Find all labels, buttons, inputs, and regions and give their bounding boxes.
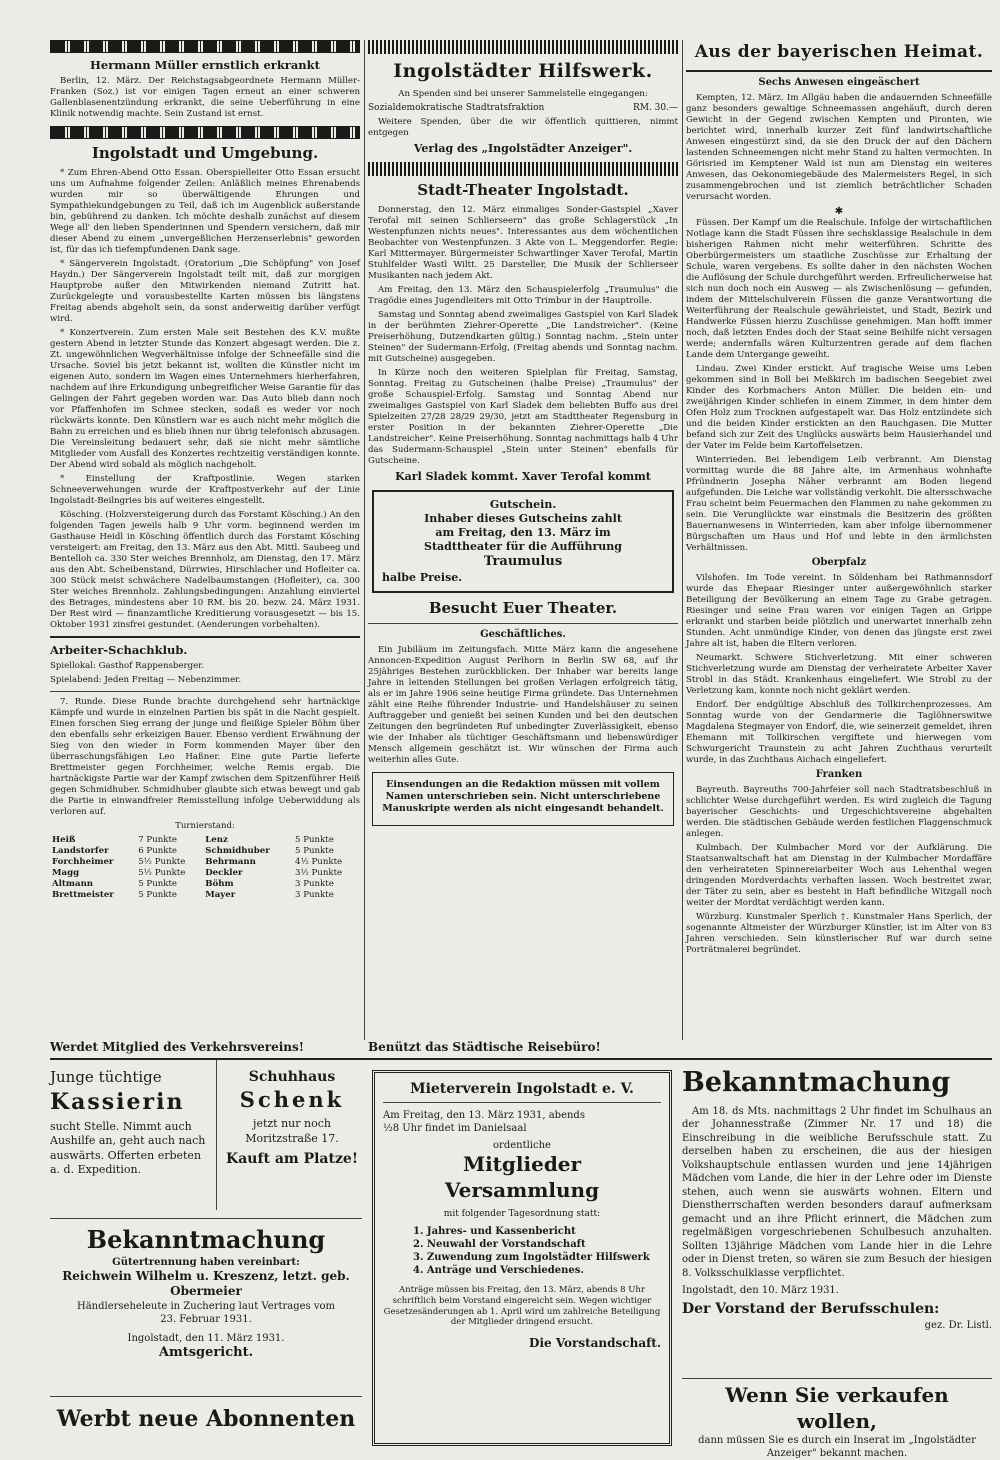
article-text: Würzburg. Kunstmaler Sperlich †. Kunstmaler Hans Sperlich, der sogenannte Altmeister der Würzburger Künstler, ist im Alter von 83 Jahren verschieden. Sein künstlerischer Ruf war durch seine Porträtmalerei begründet.: [686, 911, 992, 955]
ad-line: ½8 Uhr findet im Danielsaal: [383, 1122, 527, 1134]
divider: [50, 636, 360, 638]
ad-line: 23. Februar 1931.: [160, 1313, 252, 1325]
article-text: Bayreuth. Bayreuths 700-Jahrfeier soll nach Stadtratsbeschluß in schlichter Weise durchgeführt werden. Es wird zugleich die Tagung bayerischer Geschichts- und Urgeschichtsvereine abgehalten werden. Die städtischen Gebäude werden festlichen Flaggenschmuck anlegen.: [686, 784, 992, 839]
article-text: Kempten, 12. März. Im Allgäu haben die andauernden Schneefälle ganz besonders gewaltige Schneemassen angehäuft, durch deren Gewicht in der Gegend zwischen Kempten und Pironten, wie berichtet wird, innerhalb kurzer Zeit fünf landwirtschaftliche Anwesen eingestürzt sind, da sie den Druck der auf den Dächern lastenden Schneemengen nicht mehr Stand zu halten vermochten. In Görisried im Kemptener Wald ist nun am Dienstag ein weiteres Anwesen, das Oekonomiegebäude des Malermeisters Regel, in sich zusammengebrochen und ist ziemlich beträchtlicher Schaden verursacht worden.: [686, 92, 992, 202]
table-cell: Mayer: [205, 889, 236, 900]
table-cell: 5 Punkte: [138, 889, 178, 900]
subheadline: Franken: [815, 769, 863, 781]
article-text: Endorf. Der endgültige Abschluß des Tollkirchenprozesses. Am Sonntag wurde von der Gendarmerie die Taglöhnerswitwe Magdalena Stegmayer von Endorf, die, wie seinerzeit gemeldet, ihren Ehemann mit Tollkirschen vergiftete und hierwegen vom Schwurgericht Traunstein zu acht Jahren Zuchthaus verurteilt wurde, in das Zuchthaus Aichach eingeliefert.: [686, 700, 992, 766]
column-rule: [682, 40, 683, 1040]
headline-heimat: Aus der bayerischen Heimat.: [694, 42, 984, 62]
ad-line: Ingolstadt, den 11. März 1931.: [127, 1332, 285, 1344]
ad-note: Anträge müssen bis Freitag, den 13. März, abends 8 Uhr schriftlich beim Vorstand eingereicht sein. Wegen wichtiger Gesetzesänderungen ab 1. April wird um zahlreiche Beteiligung der Mitglieder dringend ersucht.: [383, 1284, 661, 1328]
standings-title: Turnierstand:: [175, 820, 235, 831]
list-item: 4. Anträge und Verschiedenes.: [413, 1264, 584, 1276]
ornament-band: [50, 40, 360, 53]
article-text: Donnerstag, den 12. März einmaliges Sonder-Gastspiel „Xaver Terofal mit seinen Schlierseern" das große Schlagerstück „In Westenpfunzen nichts neues". Interessantes aus dem wöchentlichen Beobachter von Westenpfunzen. 3 Akte von L. Meggendorfer. Regie: Karl Mittermayer. Bürgermeister Schwartlinger Xaver Terofal, Martin Stuhlfelder Wastl Wiltt. 25 Darsteller, Die Musik der Schlierseer Musikanten nach jedem Akt.: [368, 205, 678, 282]
coupon-box: [372, 490, 674, 593]
ad-line: Reichwein Wilhelm u. Kreszenz, letzt. geb. Obermeier: [62, 1268, 350, 1299]
chess-venue: Spiellokal: Gasthof Rappensberger.: [50, 660, 205, 671]
article-text: Füssen. Der Kampf um die Realschule. Infolge der wirtschaftlichen Notlage kann die Stadt Füssen ihre sechsklassige Realschule in dem bisherigen Rahmen nicht mehr weiterführen. Schritte des Oberbürgermeisters um staatliche Zuschüsse zur Erhaltung der Schule, waren vergebens. Es sollte daher in den nächsten Wochen die Auflösung der Schule durchgeführt werden. Erfreulicherweise hat sich nun doch noch ein Ausweg — als Zwischenlösung — gefunden, indem der Mittelschulverein Füssen die ganze Verantwortung die Weiterführung der Realschule gewährleistet, und Stadt, Bezirk und Handwerke Füssen hierzu Zuschüsse genehmigen. Man hofft immer noch, daß letzten Endes doch der Staat seine Beihilfe nicht versagen werde; andernfalls wären Kulturzentren gerade auf dem flachen Lande dem Untergange geweiht.: [686, 218, 992, 361]
ad-text: jetzt nur noch Moritzstraße 17.: [245, 1117, 339, 1145]
theater-tagline: Karl Sladek kommt. Xaver Terofal kommt: [395, 470, 651, 484]
column-left: [50, 40, 360, 1040]
ad-heading: Mitglieder: [462, 1151, 582, 1176]
ad-slogan: Kauft am Platze!: [226, 1151, 358, 1168]
ad-line: Am Freitag, den 13. März 1931, abends: [383, 1109, 585, 1121]
ad-title: Bekanntmachung: [86, 1225, 326, 1254]
coupon-line: am Freitag, den 13. März im: [435, 526, 611, 540]
coupon-line: Stadttheater für die Aufführung: [424, 540, 622, 554]
headline-theater: Stadt-Theater Ingolstadt.: [417, 180, 629, 199]
table-cell: Brettmeister: [52, 889, 114, 900]
table-cell: 5 Punkte: [138, 878, 178, 889]
donation-amount: RM. 30.—: [632, 103, 678, 114]
ad-line: Junge tüchtige: [50, 1068, 162, 1086]
headline-business: Geschäftliches.: [480, 629, 566, 641]
table-cell: 7 Punkte: [138, 834, 178, 845]
ad-line: ordentliche: [493, 1139, 551, 1151]
standings-table: [50, 835, 360, 901]
table-cell: Forchheimer: [52, 856, 114, 867]
table-cell: 5 Punkte: [295, 834, 334, 845]
visit-theater-slogan: Besucht Euer Theater.: [428, 599, 618, 618]
table-cell: 3 Punkte: [295, 889, 334, 900]
article-text: * Einstellung der Kraftpostlinie. Wegen starken Schneeverwehungen wurde der Kraftpostverkehr auf der Linie Ingolstadt-Beilngries bis auf weiteres eingestellt.: [50, 473, 360, 506]
ad-line: Ingolstadt, den 10. März 1931.: [682, 1285, 839, 1297]
table-cell: Lenz: [205, 834, 228, 845]
list-item: 3. Zuwendung zum Ingolstädter Hilfswerk: [413, 1251, 650, 1263]
ad-signature: Der Vorstand der Berufsschulen:: [682, 1301, 940, 1318]
table-cell: Heiß: [52, 834, 76, 845]
column-rule: [364, 40, 365, 1040]
donation-row: [368, 103, 678, 115]
table-cell: 5½ Punkte: [138, 856, 186, 867]
coupon-line: Inhaber dieses Gutscheins zahlt: [424, 512, 622, 526]
article-text: Kösching. (Holzversteigerung durch das Forstamt Kösching.) An den folgenden Tagen jeweils halb 9 Uhr vorm. beginnend werden im Gasthause Heidl in Kösching öffentlich durch das Forstamt Kösching versteigert: am Freitag, den 13. März aus den Abt. Mittl. Saubeeg und Bentelloh ca. 330 Ster weiches Brennholz, am Dienstag, den 17. März aus den Abt. Scheibenstand, Dürrwies, Hirschlacher und Hofleiter ca. 300 Stück meist schwächere Nadelbaumstangen (Hofleiter), ca. 300 Ster weiches Brennholz. Zahlungsbedingungen: Anzahlung einviertel des Betrages, mindestens aber 10 RM. bis 20. bezw. 24. März 1931. Der Rest wird — finanzamtliche Kreditierung vorausgesetzt — bis 15. Oktober 1931 zinsfrei gestundet. (Aenderungen vorbehalten).: [50, 509, 360, 630]
article-headline-mueller: Hermann Müller ernstlich erkrankt: [90, 58, 320, 72]
article-text: * Zum Ehren-Abend Otto Essan. Oberspielleiter Otto Essan ersucht uns um Aufnahme folgender Zeilen: Anläßlich meines Ehrenabends wurden mir so überwältigende Ehrungen und Sympathiekundgebungen zu Teil, daß ich im Augenblick außerstande bin, gebührend zu danken. Ich möchte deshalb zunächst auf diesem Wege all' den lieben Spenderinnen und Spendern versichern, daß mir dieser Abend zu einem „unvergeßlichen Herzenserlebnis" geworden ist, für das ich tiefempfundenen Dank sage.: [50, 167, 360, 255]
ad-kassierin: [50, 1068, 210, 1218]
ad-berufsschule: [682, 1066, 992, 1366]
hilfswerk-outro: Weitere Spenden, über die wir öffentlich quittieren, nimmt entgegen: [368, 116, 678, 138]
advertisement-area: [50, 1060, 992, 1460]
table-cell: Landstorfer: [52, 845, 109, 856]
table-row: [50, 857, 360, 868]
ad-title: Schenk: [239, 1087, 345, 1113]
article-text: Am Freitag, den 13. März den Schauspielerfolg „Traumulus" die Tragödie eines Jugendleiters mit Otto Trimbur in der Hauptrolle.: [368, 285, 678, 307]
ad-title: Werbt neue Abonnenten: [56, 1406, 356, 1432]
table-row: [50, 890, 360, 901]
article-text: * Sängerverein Ingolstadt. (Oratorium „Die Schöpfung" von Josef Haydn.) Der Sängerverein Ingolstadt teilt mit, daß zur morgigen Hauptprobe außer den Mitwirkenden niemand Zutritt hat. Zurückgelegte und vorausbestellte Karten müssen bis längstens Freitag abends abgeholt sein, da sonst anderweitig darüber verfügt wird.: [50, 258, 360, 324]
footer-slogan-reisebuero: Benützt das Städtische Reisebüro!: [368, 1040, 601, 1054]
ad-title: Wenn Sie verkaufen wollen,: [725, 1383, 949, 1433]
ad-line: Schuhhaus: [248, 1069, 336, 1085]
ad-line: Gütertrennung haben vereinbart:: [112, 1256, 300, 1268]
table-cell: Böhm: [205, 878, 234, 889]
chess-evening: Spielabend: Jeden Freitag — Nebenzimmer.: [50, 674, 242, 685]
ad-title: Kassierin: [50, 1088, 185, 1115]
table-cell: Deckler: [205, 867, 243, 878]
table-row: [50, 868, 360, 879]
ornament-band: [368, 162, 678, 176]
ad-line: gez. Dr. Listl.: [924, 1319, 992, 1331]
ornament-band: [368, 40, 678, 54]
article-text: Lindau. Zwei Kinder erstickt. Auf tragische Weise ums Leben gekommen sind in Boll bei Meßkirch im badischen Seegebiet zwei Kinder des Korbmachers Anton Müller. Die beiden ein- und zweijährigen Kinder schliefen in einem Zimmer, in dem hinter dem Ofen Holz zum Trocknen aufgestapelt war. Das Holz entzündete sich und die beiden Kinder erstickten an den Rauchgasen. Die Mutter befand sich zur Zeit des Unglücks auswärts beim Hausierhandel und der Vater im Felde beim Kartoffelsetzen.: [686, 364, 992, 452]
table-cell: Schmidhuber: [205, 845, 270, 856]
article-text: In Kürze noch den weiteren Spielplan für Freitag, Samstag, Sonntag. Freitag zu Gutscheinen (halbe Preise) „Traumulus" der große Schauspiel-Erfolg. Samstag und Sonntag Abend nur zweimaliges Gastspiel von Karl Sladek dem beliebten Buffo aus drei Spielzeiten 27/28 28/29 29/30, jetzt am Stadttheater Regensburg in erster Position in der bekannten Ziehrer-Operette „Die Landstreicher". Keine Preiserhöhung. Sonntag nachmittags halb 4 Uhr das Sudermann-Schauspiel „Stein unter Steinen" ebenfalls für Gutscheine.: [368, 368, 678, 467]
article-text-mueller: Berlin, 12. März. Der Reichstagsabgeordnete Hermann Müller-Franken (Soz.) ist vor einigen Tagen erneut an einer schweren Gallenblasenentzündung erkrankt, die seine Ueberführung in eine Klinik notwendig machte. Sein Zustand ist ernst.: [50, 75, 360, 119]
table-cell: 6 Punkte: [138, 845, 178, 856]
list-item: 2. Neuwahl der Vorstandschaft: [413, 1238, 586, 1250]
ad-signature: Die Vorstandschaft.: [529, 1336, 661, 1351]
ad-verkaufen: [682, 1378, 992, 1460]
ad-text: dann müssen Sie es durch ein Inserat im „Ingolstädter Anzeiger" bekannt machen.: [698, 1435, 976, 1460]
subheadline: Oberpfalz: [811, 557, 867, 569]
article-text: Vilshofen. Im Tode vereint. In Söldenham bei Rathmannsdorf wurde das Ehepaar Riesinger unter außergewöhnlich starker Beteiligung der Bevölkerung an einem Tage zu Grabe getragen. Riesinger und seine Frau waren vor einigen Tagen an Grippe erkrankt und starben beide plötzlich und unerwartet innerhalb zehn Stunden. Acht unmündige Kinder, von denen das jüngste erst zwei Jahre alt ist, haben die Eltern verloren.: [686, 573, 992, 650]
divider: [368, 623, 678, 624]
list-item: 1. Jahres- und Kassenbericht: [413, 1225, 576, 1237]
ad-text: Am 18. ds Mts. nachmittags 2 Uhr findet im Schulhaus an der Johannesstraße (Zimmer Nr. 17 und 18) die Einschreibung in die weibliche Berufsschule statt. Zu derselben haben zu erscheinen, die aus der hiesigen Volkshauptschule entlassen wurden und jene 14jährigen Mädchen vom Lande, die hier in der Lehre oder im Dienste stehen, auch wenn sie auswärts wohnen. Eltern und Dienstherrschaften werden besonders darauf aufmerksam gemacht und an ihre Pflicht erinnert, die Mädchen zum regelmäßigen vorgeschriebenen Schulbesuch anzuhalten. Sollten 13jährige Mädchen vom Lande hier in die Lehre oder in Dienst treten, so wären sie zum Besuch der hiesigen 8. Volksschulklasse verpflichtet.: [682, 1105, 992, 1279]
footer-slogan-verkehrsverein: Werdet Mitglied des Verkehrsvereins!: [50, 1040, 305, 1054]
coupon-play-title: Traumulus: [483, 554, 563, 570]
agenda-list: [383, 1225, 661, 1277]
table-cell: Behrmann: [205, 856, 256, 867]
column-middle: [368, 40, 678, 1040]
submissions-text: Einsendungen an die Redaktion müssen mit vollem Namen unterschrieben sein. Nicht unterschriebene Manuskripte werden als nicht eingesandt behandelt.: [382, 779, 664, 815]
table-cell: 3½ Punkte: [295, 867, 343, 878]
article-text: Winterrieden. Bei lebendigem Leib verbrannt. Am Dienstag vormittag wurde die 88 Jahre alte, im Armenhaus wohnhafte Pfründnerin Josepha Näher verbrannt am Boden liegend aufgefunden. Die Leiche war vollständig verkohlt. Die altersschwache Frau scheint beim Feuermachen den Flammen zu nahe gekommen zu sein. Die Verunglückte war einstmals die Besitzerin des größten Bauernanwesens in Winterrieden, kam aber infolge übernommener Bürgschaften um Haus und Hof und lebte in den ärmlichsten Verhältnissen.: [686, 455, 992, 554]
table-cell: Altmann: [52, 878, 94, 889]
ad-abonnenten: [50, 1396, 362, 1444]
article-text-chess: 7. Runde. Diese Runde brachte durchgehend sehr hartnäckige Kämpfe und wurde in einzelnen Partien bis spät in die Nacht gespielt. Einen forschen Sieg errang der junge und fleißige Spieler Böhm über den ebenfalls sehr erkeizigen Bauer. Ebenso verdient Erwähnung der Sieg von den wieder in Form kommenden Mayer über den überraschungsfähigen Leo Haßner. Eine gute Partie lieferte Brettmeister gegen Forchheimer, welche Remis ergab. Die hartnäckigste Partie war der Kampf zwischen dem Spitzenführer Heiß gegen Schmidhuber. Schmidhuber glaubte sich etwas bewegt und gab die Partie in einwandfreier Remisstellung infolge Ueberwiddung als verloren auf.: [50, 696, 360, 817]
divider: [686, 70, 992, 72]
table-cell: 5½ Punkte: [138, 867, 186, 878]
hilfswerk-publisher: Verlag des „Ingolstädter Anzeiger".: [413, 141, 633, 155]
article-text: Kulmbach. Der Kulmbacher Mord vor der Aufklärung. Die Staatsanwaltschaft hat am Dienstag in der Kulmbacher Mordaffäre den verheirateten Spinnereiarbeiter Woch aus Lehenthal wegen dringenden Mordverdachts verhaften lassen. Woch bestreitet zwar, der Täter zu sein, aber es besteht in Haft befindliche Witzgall noch weiter der Mordtat verdächtigt werden kann.: [686, 842, 992, 908]
article-text: * Konzertverein. Zum ersten Male seit Bestehen des K.V. mußte gestern Abend in letzter Stunde das Konzert abgesagt werden. Die z. Zt. ungewöhnlichen Wegverhältnisse infolge der Schneefälle sind die Ursache. Soviel bis jetzt bekannt ist, wollten die Künstler nicht im eigenen Auto, sondern im Wagen eines Unternehmers hierherfahren, nachdem auf ihre Erkundigung unbegreiflicher Weise Garantie für das Gelingen der Fahrt gegeben worden war. Das Auto blieb dann noch vor Pfaffenhofen im Schnee stecken, sodaß es weder vor noch rückwärts konnte. Den Künstlern war es auch nicht mehr möglich die Bahn zu erreichen und es blieb ihnen nur übrig telefonisch abzusagen. Die Vereinsleitung bedauert sehr, daß sie nicht mehr sämtliche Mitglieder vom Ausfall des Konzertes rechtzeitig verständigen konnte. Der Abend wird sobald als möglich nachgeholt.: [50, 327, 360, 470]
coupon-line: halbe Preise.: [382, 571, 463, 585]
ornament-band: [50, 126, 360, 139]
table-row: [50, 846, 360, 857]
ad-line: mit folgender Tagesordnung statt:: [443, 1209, 601, 1220]
ad-schenk: [222, 1068, 362, 1218]
table-row: [50, 879, 360, 890]
ad-heading: Versammlung: [444, 1177, 600, 1202]
section-headline-local: Ingolstadt und Umgebung.: [91, 143, 319, 162]
hilfswerk-intro: An Spenden sind bei unserer Sammelstelle eingegangen:: [398, 89, 648, 100]
article-headline-chess: Arbeiter-Schachklub.: [50, 642, 188, 657]
table-cell: 4½ Punkte: [295, 856, 343, 867]
table-row: [50, 835, 360, 846]
table-cell: 3 Punkte: [295, 878, 334, 889]
subheadline: Sechs Anwesen eingeäschert: [758, 76, 920, 88]
ad-guetertrennung: [50, 1218, 362, 1393]
ad-text: sucht Stelle. Nimmt auch Aushilfe an, geht auch nach auswärts. Offerten erbeten a. d. Expedition.: [50, 1120, 206, 1176]
star-separator-icon: ✱: [834, 205, 844, 217]
ad-mieterverein: [372, 1070, 672, 1446]
table-cell: 5 Punkte: [295, 845, 334, 856]
column-right: [686, 40, 992, 1040]
ad-line: Händlerseheleute in Zuchering laut Vertrages vom: [76, 1300, 335, 1312]
article-text-business: Ein Jubiläum im Zeitungsfach. Mitte März kann die angesehene Annoncen-Expedition August Perlhorn in Berlin SW 68, auf ihr 25jähriges Bestehen zurückblicken. Der Inhaber war bereits lange Jahre in leitenden Stellungen bei großen Verlagen erfolgreich tätig, als er im Jahre 1906 seine heutige Firma gründete. Das Unternehmen zählt eine Reihe führender Industrie- und Handelshäuser zu seinen Auftraggeber und genießt bei seinen Kunden und bei den deutschen Zeitungen den begründeten Ruf unbedingter Zuverlässigkeit, ebenso wie der Inhaber als tüchtiger Geschäftsmann und liebenswürdiger Mensch allgemein geschätzt ist. Wir wünschen der Firma auch weiterhin alles Gute.: [368, 645, 678, 766]
ad-signature: Amtsgericht.: [158, 1344, 254, 1360]
divider: [50, 691, 360, 692]
table-cell: Magg: [52, 867, 80, 878]
donor-name: Sozialdemokratische Stadtratsfraktion: [368, 103, 545, 114]
article-text: Neumarkt. Schwere Stichverletzung. Mit einer schweren Stichverletzung wurde am Dienstag der verheiratete Arbeiter Xaver Strobl in das Städt. Krankenhaus eingeliefert. Wie Strobl zu der Verletzung kam, konnte noch nicht geklärt werden.: [686, 653, 992, 697]
headline-hilfswerk: Ingolstädter Hilfswerk.: [393, 60, 653, 82]
ad-title: Mieterverein Ingolstadt e. V.: [383, 1081, 661, 1103]
article-text: Samstag und Sonntag abend zweimaliges Gastspiel von Karl Sladek in der berühmten Ziehrer-Operette „Die Landstreicher". (Keine Preiserhöhung, Dutzendkarten gültig.) Sonntag nachm. „Stein unter Steinen" der Sudermann-Erfolg, (Freitag abends und Sonntag nachm. mit Gutscheine) ausgegeben.: [368, 310, 678, 365]
submissions-notice: [372, 772, 674, 825]
coupon-title: Gutschein.: [489, 498, 557, 512]
ad-title: Bekanntmachung: [682, 1067, 951, 1098]
ad-rule: [216, 1060, 217, 1210]
